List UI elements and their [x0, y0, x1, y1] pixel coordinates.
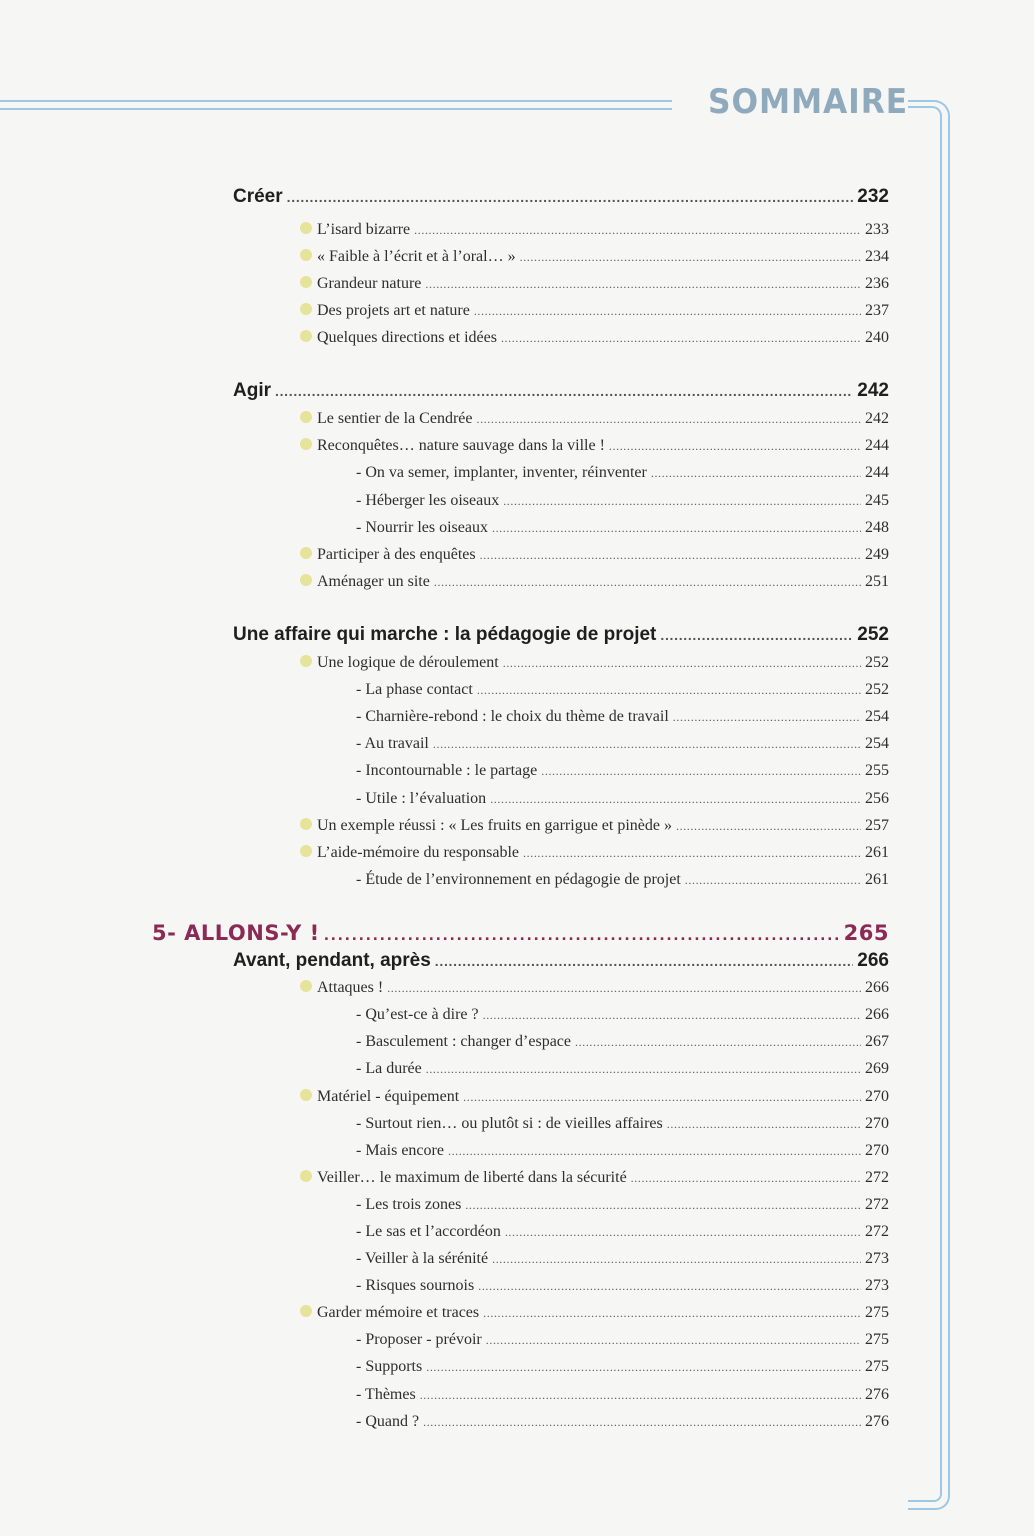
toc-entry-label: « Faible à l’écrit et à l’oral… »: [317, 248, 516, 265]
toc-entry-label: - Étude de l’environnement en pédagogie de projet: [356, 871, 681, 888]
toc-entry-page: 240: [865, 329, 889, 346]
toc-entry-label-wrap: [300, 1169, 627, 1187]
bullet-dot-icon: [300, 1305, 312, 1317]
toc-entry-label-wrap: [300, 437, 605, 455]
toc-entry-label: - Les trois zones: [356, 1196, 462, 1213]
toc-entry[interactable]: [356, 681, 889, 699]
toc-entry[interactable]: [300, 248, 889, 266]
leader-dots: [660, 624, 853, 646]
bullet-dot-icon: [300, 303, 312, 315]
toc-entry-page: 254: [865, 708, 889, 725]
toc-entry[interactable]: [356, 1386, 889, 1404]
toc-entry-label: Des projets art et nature: [317, 302, 470, 319]
toc-entry[interactable]: [356, 1033, 889, 1051]
toc-entry-label: Avant, pendant, après: [233, 950, 431, 971]
toc-entry-page: 252: [857, 624, 889, 645]
toc-entry[interactable]: [356, 519, 889, 537]
toc-entry-page: 254: [865, 735, 889, 752]
leader-dots: [523, 844, 861, 862]
toc-entry-label: - Thèmes: [356, 1386, 416, 1403]
toc-entry-page: 269: [865, 1060, 889, 1077]
toc-entry[interactable]: [233, 380, 889, 402]
leader-dots: [476, 410, 861, 428]
leader-dots: [425, 275, 861, 293]
toc-entry-page: 244: [865, 464, 889, 481]
toc-entry-label: - La durée: [356, 1060, 422, 1077]
bullet-dot-icon: [300, 438, 312, 450]
toc-entry-page: 273: [865, 1250, 889, 1267]
toc-entry-label-wrap: [300, 248, 516, 266]
leader-dots: [651, 464, 861, 482]
leader-dots: [483, 1006, 861, 1024]
leader-dots: [673, 708, 861, 726]
toc-entry-page: 233: [865, 221, 889, 238]
toc-entry-page: 261: [865, 871, 889, 888]
bullet-dot-icon: [300, 330, 312, 342]
toc-entry[interactable]: [356, 1277, 889, 1295]
toc-entry[interactable]: [233, 950, 889, 972]
toc-entry[interactable]: [300, 437, 889, 455]
toc-entry-label: - Quand ?: [356, 1413, 420, 1430]
leader-dots: [483, 1304, 861, 1322]
leader-dots: [463, 1088, 861, 1106]
toc-entry-label-wrap: [300, 1088, 459, 1106]
toc-entry-page: 244: [865, 437, 889, 454]
toc-entry-page: 265: [843, 921, 889, 945]
toc-entry[interactable]: [356, 1331, 889, 1349]
toc-entry-label-wrap: [300, 979, 383, 997]
toc-entry[interactable]: [300, 844, 889, 862]
bullet-dot-icon: [300, 818, 312, 830]
toc-entry-page: 275: [865, 1358, 889, 1375]
leader-dots: [414, 221, 861, 239]
toc-entry-page: 270: [865, 1088, 889, 1105]
bullet-dot-icon: [300, 411, 312, 423]
toc-entry-page: 234: [865, 248, 889, 265]
bullet-dot-icon: [300, 222, 312, 234]
leader-dots: [387, 979, 861, 997]
toc-entry-page: 232: [857, 186, 889, 207]
toc-entry-label: Garder mémoire et traces: [317, 1304, 480, 1321]
toc-entry-page: 266: [857, 950, 889, 971]
toc-entry[interactable]: [356, 1250, 889, 1268]
toc-entry[interactable]: [233, 624, 889, 646]
toc-entry-label: - Le sas et l’accordéon: [356, 1223, 501, 1240]
toc-entry-page: 272: [865, 1196, 889, 1213]
toc-entry-label: - Surtout rien… ou plutôt si : de vieilles affaires: [356, 1115, 663, 1132]
toc-entry-page: 275: [865, 1331, 889, 1348]
toc-entry-page: 252: [865, 654, 889, 671]
leader-dots: [685, 871, 861, 889]
toc-entry[interactable]: [300, 410, 889, 428]
leader-dots: [477, 681, 861, 699]
toc-entry[interactable]: [300, 654, 889, 672]
toc-entry-label-wrap: [300, 1304, 479, 1322]
leader-dots: [503, 492, 861, 510]
toc-entry-page: 248: [865, 519, 889, 536]
toc-entry-page: 251: [865, 573, 889, 590]
toc-entry-label: Quelques directions et idées: [317, 329, 497, 346]
toc-entry-label: - Utile : l’évaluation: [356, 790, 487, 807]
leader-dots: [541, 762, 861, 780]
toc-entry-page: 266: [865, 979, 889, 996]
toc-entry-label: - Risques sournois: [356, 1277, 475, 1294]
leader-dots: [631, 1169, 861, 1187]
toc-entry-label: Matériel - équipement: [317, 1088, 460, 1105]
toc-entry-label: - Qu’est-ce à dire ?: [356, 1006, 479, 1023]
toc-entry-label: L’isard bizarre: [317, 221, 411, 238]
toc-entry-page: 272: [865, 1169, 889, 1186]
toc-entry[interactable]: [356, 790, 889, 808]
toc-entry[interactable]: [356, 464, 889, 482]
bullet-dot-icon: [300, 249, 312, 261]
leader-dots: [465, 1196, 861, 1214]
leader-dots: [287, 186, 854, 208]
toc-entry[interactable]: [356, 1006, 889, 1024]
bullet-dot-icon: [300, 547, 312, 559]
leader-dots: [575, 1033, 861, 1051]
toc-entry[interactable]: [356, 708, 889, 726]
toc-entry-page: 275: [865, 1304, 889, 1321]
leader-dots: [420, 1386, 861, 1404]
toc-entry-label: - Incontournable : le partage: [356, 762, 538, 779]
leader-dots: [324, 921, 840, 945]
toc-entry-page: 267: [865, 1033, 889, 1050]
leader-dots: [492, 1250, 861, 1268]
leader-dots: [426, 1060, 861, 1078]
toc-entry-label-wrap: [300, 275, 421, 293]
toc-entry[interactable]: [356, 735, 889, 753]
toc-entry-label: Grandeur nature: [317, 275, 422, 292]
toc-entry-label: - Basculement : changer d’espace: [356, 1033, 572, 1050]
toc-entry[interactable]: [356, 762, 889, 780]
bullet-dot-icon: [300, 276, 312, 288]
leader-dots: [667, 1115, 861, 1133]
toc-entry-page: 257: [865, 817, 889, 834]
leader-dots: [474, 302, 861, 320]
toc-entry[interactable]: [300, 1304, 889, 1322]
bullet-dot-icon: [300, 1089, 312, 1101]
toc-entry-label-wrap: [300, 410, 472, 428]
toc-entry-page: 276: [865, 1413, 889, 1430]
toc-entry-label-wrap: [300, 302, 470, 320]
toc-entry[interactable]: [356, 1142, 889, 1160]
toc-part-heading[interactable]: [152, 921, 889, 945]
toc-entry-label: Une affaire qui marche : la pédagogie de projet: [233, 624, 657, 645]
leader-dots: [490, 790, 861, 808]
toc-entry-label: L’aide-mémoire du responsable: [317, 844, 520, 861]
toc-entry-page: 256: [865, 790, 889, 807]
toc-entry[interactable]: [300, 546, 889, 564]
toc-entry[interactable]: [300, 573, 889, 591]
toc-entry[interactable]: [300, 1169, 889, 1187]
toc-entry-label: - Proposer - prévoir: [356, 1331, 482, 1348]
toc-entry-page: 237: [865, 302, 889, 319]
leader-dots: [486, 1331, 861, 1349]
toc-entry-label: Une logique de déroulement: [317, 654, 499, 671]
toc-entry-label: 5- ALLONS-Y !: [152, 921, 320, 945]
leader-dots: [478, 1277, 861, 1295]
toc-entry-label: Créer: [233, 186, 283, 207]
toc-entry-label: Agir: [233, 380, 271, 401]
toc-entry-page: 270: [865, 1142, 889, 1159]
toc-entry-page: 270: [865, 1115, 889, 1132]
toc-entry-label-wrap: [300, 817, 672, 835]
toc-entry-label-wrap: [300, 654, 499, 672]
toc-entry-label: - Charnière-rebond : le choix du thème de travail: [356, 708, 669, 725]
leader-dots: [609, 437, 861, 455]
toc-entry-page: 245: [865, 492, 889, 509]
leader-dots: [503, 654, 861, 672]
toc-entry-label-wrap: [300, 546, 476, 564]
toc-entry-label: - Supports: [356, 1358, 423, 1375]
toc-entry-label: - Au travail: [356, 735, 429, 752]
toc-entry[interactable]: [300, 1088, 889, 1106]
leader-dots: [433, 735, 861, 753]
toc-entry-page: 272: [865, 1223, 889, 1240]
toc-entry-label: Participer à des enquêtes: [317, 546, 476, 563]
toc-entry[interactable]: [233, 186, 889, 208]
toc-entry-page: 276: [865, 1386, 889, 1403]
toc-entry-label: - Nourrir les oiseaux: [356, 519, 488, 536]
toc-entry-page: 252: [865, 681, 889, 698]
bullet-dot-icon: [300, 655, 312, 667]
toc-entry-page: 236: [865, 275, 889, 292]
toc-entry[interactable]: [300, 979, 889, 997]
toc-entry-page: 255: [865, 762, 889, 779]
toc-entry[interactable]: [356, 492, 889, 510]
toc-entry-label-wrap: [300, 329, 497, 347]
toc-entry-label: Reconquêtes… nature sauvage dans la ville !: [317, 437, 605, 454]
bullet-dot-icon: [300, 845, 312, 857]
toc-entry-label: - Mais encore: [356, 1142, 444, 1159]
leader-dots: [676, 817, 861, 835]
leader-dots: [520, 248, 861, 266]
toc-entry-label: Aménager un site: [317, 573, 430, 590]
toc-entry[interactable]: [356, 1060, 889, 1078]
toc-entry-label: Attaques !: [317, 979, 384, 996]
leader-dots: [505, 1223, 861, 1241]
toc-entry-page: 249: [865, 546, 889, 563]
toc-entry[interactable]: [300, 329, 889, 347]
toc-entry[interactable]: [356, 1223, 889, 1241]
toc-entry-label-wrap: [300, 573, 430, 591]
bullet-dot-icon: [300, 574, 312, 586]
toc-entry-label: - On va semer, implanter, inventer, réinventer: [356, 464, 647, 481]
toc-entry-page: 266: [865, 1006, 889, 1023]
toc-entry[interactable]: [356, 1115, 889, 1133]
toc-entry[interactable]: [300, 302, 889, 320]
toc-entry[interactable]: [356, 1358, 889, 1376]
toc-entry[interactable]: [356, 871, 889, 889]
toc-entry-page: 242: [865, 410, 889, 427]
leader-dots: [434, 573, 861, 591]
leader-dots: [275, 380, 853, 402]
toc-entry-label-wrap: [300, 221, 410, 239]
page-title: SOMMAIRE: [708, 82, 909, 122]
leader-dots: [492, 519, 861, 537]
toc-entry[interactable]: [300, 275, 889, 293]
toc-entry[interactable]: [356, 1196, 889, 1214]
bullet-dot-icon: [300, 980, 312, 992]
toc-entry-page: 273: [865, 1277, 889, 1294]
leader-dots: [426, 1358, 861, 1376]
leader-dots: [501, 329, 861, 347]
toc-entry-page: 242: [857, 380, 889, 401]
bullet-dot-icon: [300, 1170, 312, 1182]
toc-entry[interactable]: [300, 817, 889, 835]
toc-entry[interactable]: [300, 221, 889, 239]
toc-entry[interactable]: [356, 1413, 889, 1431]
toc-entry-label: Un exemple réussi : « Les fruits en garrigue et pinède »: [317, 817, 672, 834]
toc-entry-page: 261: [865, 844, 889, 861]
toc-entry-label: - Héberger les oiseaux: [356, 492, 500, 509]
leader-dots: [480, 546, 861, 564]
toc-entry-label: - La phase contact: [356, 681, 473, 698]
toc-entry-label: Le sentier de la Cendrée: [317, 410, 473, 427]
toc-entry-label-wrap: [300, 844, 519, 862]
toc-entry-label: Veiller… le maximum de liberté dans la sécurité: [317, 1169, 627, 1186]
toc-entry-label: - Veiller à la sérénité: [356, 1250, 489, 1267]
leader-dots: [423, 1413, 861, 1431]
leader-dots: [435, 950, 854, 972]
leader-dots: [448, 1142, 861, 1160]
